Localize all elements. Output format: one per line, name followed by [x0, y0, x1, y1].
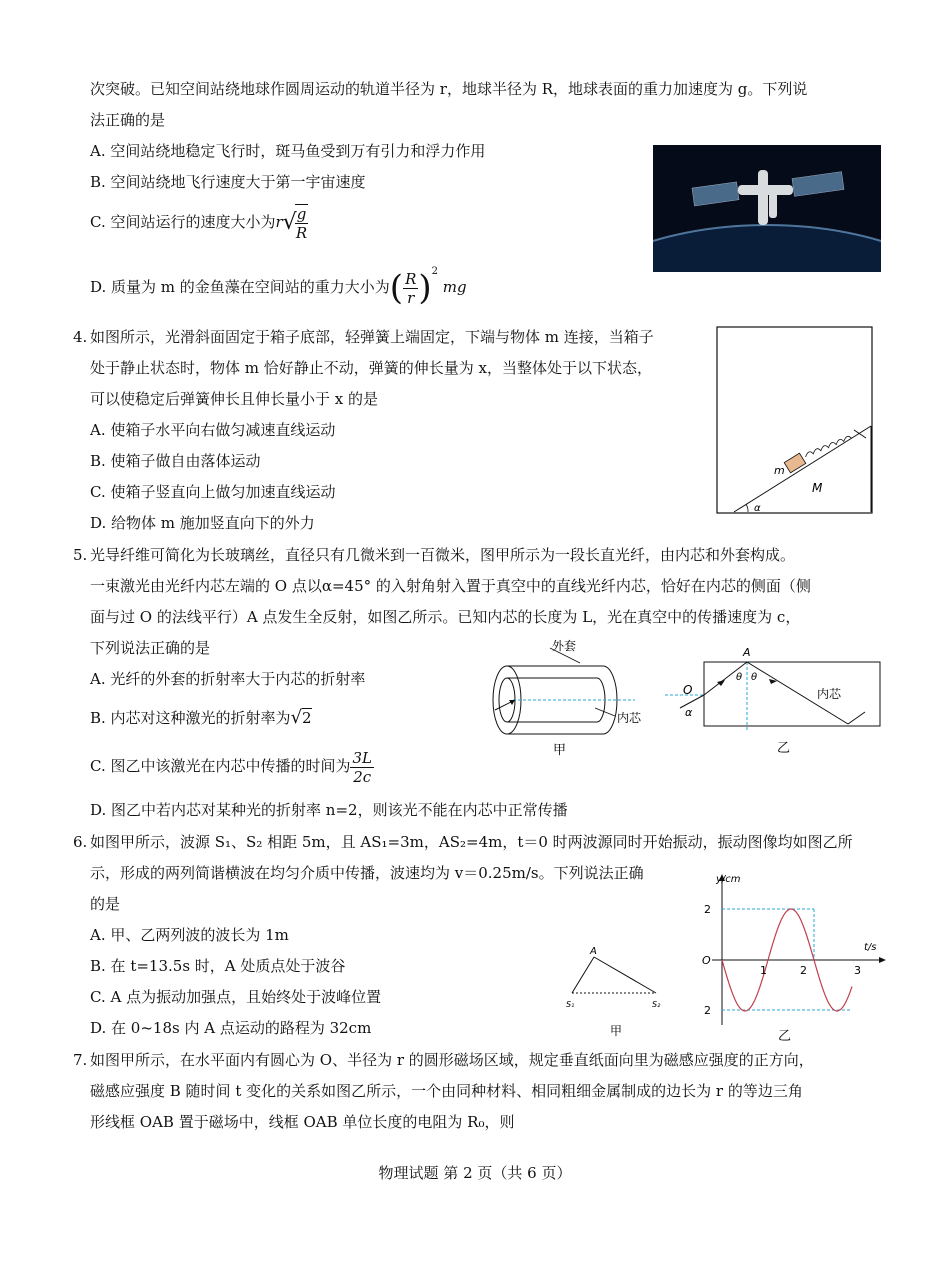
space-station-image	[653, 145, 881, 272]
q6-figure-yi	[692, 870, 892, 1045]
q3-option-c-text: C. 空间站运行的速度大小为	[90, 213, 276, 231]
q4-fig-M: M	[812, 481, 823, 495]
q3-option-a: A. 空间站绕地稳定飞行时，斑马鱼受到万有引力和浮力作用	[90, 142, 486, 160]
q3-intro-line1: 次突破。已知空间站绕地球作圆周运动的轨道半径为 r，地球半径为 R，地球表面的重力加速度为 g。下列说	[90, 80, 808, 98]
q6-fig-t1: 1	[760, 964, 767, 977]
q4-number: 4.	[73, 328, 88, 346]
q5-number: 5.	[73, 546, 88, 564]
q6-fig-O: O	[702, 954, 711, 967]
q6-line1: 如图甲所示，波源 S₁、S₂ 相距 5m，且 AS₁=3m，AS₂=4m，t＝0 时两波源同时开始振动，振动图像均如图乙所	[90, 833, 853, 851]
q6-fig-yneg2: 2	[704, 1004, 711, 1017]
q5-option-b-text: B. 内芯对这种激光的折射率为	[90, 709, 291, 727]
q5-fig-jia-waitao: 外套	[552, 639, 577, 653]
q6-option-c: C. A 点为振动加强点，且始终处于波峰位置	[90, 988, 382, 1006]
q5-figure-yi	[665, 640, 885, 756]
q7-line1: 如图甲所示，在水平面内有圆心为 O、半径为 r 的圆形磁场区域，规定垂直纸面向里为磁感应强度的正方向，	[90, 1051, 814, 1069]
q6-fig-ylabel: y/cm	[716, 874, 741, 885]
q5-line2: 一束激光由光纤内芯左端的 O 点以α=45° 的入射角射入置于真空中的直线光纤内芯，恰好在内芯的侧面（侧	[90, 577, 811, 595]
q6-fig-A: A	[590, 946, 597, 957]
q3-option-c-r: r	[275, 213, 283, 231]
q6-number: 6.	[73, 833, 88, 851]
q5-fig-yi-neixin: 内芯	[817, 687, 842, 701]
q6-figure-jia	[562, 943, 682, 1038]
q7-number: 7.	[73, 1051, 88, 1069]
page-footer: 物理试题 第 2 页（共 6 页）	[378, 1164, 572, 1182]
q5-line3: 面与过 O 的法线平行）A 点发生全反射，如图乙所示。已知内芯的长度为 L，光在真空中的传播速度为 c，	[90, 608, 801, 626]
q5-fig-yi-O: O	[683, 683, 693, 697]
q6-fig-t2: 2	[800, 964, 807, 977]
q3-option-d-text: D. 质量为 m 的金鱼藻在空间站的重力大小为	[90, 278, 390, 296]
q5-option-b-root: 2	[302, 709, 312, 727]
q5-fig-jia-label: 甲	[553, 743, 567, 758]
q5-fig-jia-neixin: 内芯	[617, 711, 642, 725]
q7-line2: 磁感应强度 B 随时间 t 变化的关系如图乙所示，一个由同种材料、相同粗细金属制成的边长为 r 的等边三角	[90, 1082, 803, 1100]
q5-option-c-fraction: $\frac{3L}{2c}$	[352, 748, 372, 786]
q7-line3: 形线框 OAB 置于磁场中，线框 OAB 单位长度的电阻为 R₀，则	[90, 1113, 515, 1131]
q4-option-a: A. 使箱子水平向右做匀减速直线运动	[90, 421, 336, 439]
q5-figure-jia	[485, 638, 660, 758]
q6-fig-y2: 2	[704, 903, 711, 916]
q3-intro-line2: 法正确的是	[90, 111, 166, 129]
q6-fig-xlabel: t/s	[864, 942, 877, 953]
q4-figure	[716, 326, 873, 514]
q5-option-b: B. 内芯对这种激光的折射率为√2	[90, 707, 312, 728]
q4-option-b: B. 使箱子做自由落体运动	[90, 452, 261, 470]
q6-line2: 示，形成的两列简谐横波在均匀介质中传播，波速均为 v＝0.25m/s。下列说法正确	[90, 864, 644, 882]
q5-option-c-text: C. 图乙中该激光在内芯中传播的时间为	[90, 757, 351, 775]
q4-fig-alpha: α	[754, 503, 761, 514]
q6-fig-S1: S₁	[566, 1000, 575, 1009]
q5-fig-yi-theta1: θ	[736, 672, 743, 683]
q5-fig-yi-theta2: θ	[751, 672, 758, 683]
q3-option-c-fraction: $\frac{g}{R}$	[295, 205, 308, 242]
q6-fig-t3: 3	[854, 964, 861, 977]
q4-option-c: C. 使箱子竖直向上做匀加速直线运动	[90, 483, 336, 501]
q5-line4: 下列说法正确的是	[90, 639, 211, 657]
q5-line1: 光导纤维可简化为长玻璃丝，直径只有几微米到一百微米，图甲所示为一段长直光纤，由内芯和外套构成。	[90, 546, 796, 564]
q6-fig-jia: 甲	[610, 1024, 623, 1038]
q6-option-b: B. 在 t=13.5s 时，A 处质点处于波谷	[90, 957, 346, 975]
q6-fig-yi: 乙	[778, 1029, 792, 1044]
q3-option-d-mg: mg	[442, 278, 467, 296]
q5-option-d: D. 图乙中若内芯对某种光的折射率 n=2，则该光不能在内芯中正常传播	[90, 801, 568, 819]
q5-fig-yi-alpha: α	[685, 706, 693, 719]
q6-option-a: A. 甲、乙两列波的波长为 1m	[90, 926, 289, 944]
q6-line3: 的是	[90, 895, 121, 913]
q3-option-d: D. 质量为 m 的金鱼藻在空间站的重力大小为( $\frac{R}{r}$ )$^2$ mg	[90, 266, 467, 308]
q5-fig-yi-A: A	[743, 646, 751, 659]
q4-line3: 可以使稳定后弹簧伸长且伸长量小于 x 的是	[90, 390, 378, 408]
q3-option-d-fraction: $\frac{R}{r}$	[405, 269, 417, 307]
q6-fig-S2: S₂	[652, 1000, 661, 1009]
q4-option-d: D. 给物体 m 施加竖直向下的外力	[90, 514, 315, 532]
q3-option-c: C. 空间站运行的速度大小为r√ $\frac{g}{R}$	[90, 205, 308, 242]
q6-option-d: D. 在 0~18s 内 A 点运动的路程为 32cm	[90, 1019, 372, 1037]
q5-option-c	[90, 746, 374, 786]
q4-fig-m: m	[774, 464, 785, 477]
q5-option-a: A. 光纤的外套的折射率大于内芯的折射率	[90, 670, 366, 688]
q4-line1: 如图所示，光滑斜面固定于箱子底部，轻弹簧上端固定，下端与物体 m 连接，当箱子	[90, 328, 654, 346]
q3-option-b: B. 空间站绕地飞行速度大于第一宇宙速度	[90, 173, 366, 191]
q5-fig-yi-label: 乙	[777, 741, 791, 756]
q4-line2: 处于静止状态时，物体 m 恰好静止不动，弹簧的伸长量为 x，当整体处于以下状态，	[90, 359, 652, 377]
